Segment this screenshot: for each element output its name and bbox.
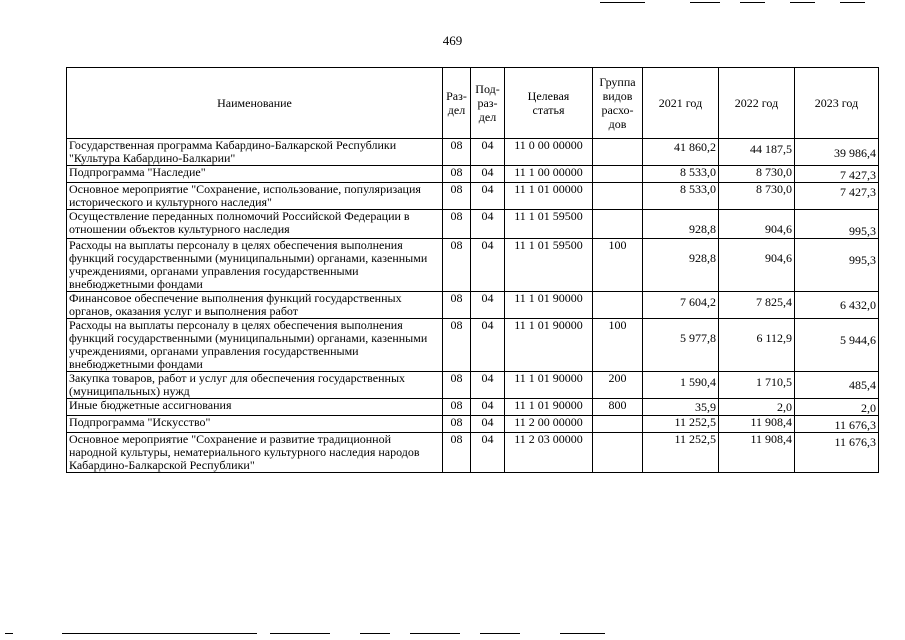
row-subsection: 04: [471, 416, 505, 433]
row-section: 08: [443, 139, 471, 166]
row-section: 08: [443, 166, 471, 183]
row-name: Подпрограмма "Наследие": [67, 166, 443, 183]
row-target: 11 1 01 90000: [505, 292, 593, 319]
row-section: 08: [443, 292, 471, 319]
row-2021: 928,8: [643, 210, 719, 239]
row-subsection: 04: [471, 433, 505, 473]
budget-table: [66, 67, 879, 473]
row-2023: 2,0: [795, 399, 879, 416]
row-2023: 995,3: [795, 239, 879, 292]
row-2021: 8 533,0: [643, 166, 719, 183]
row-group: 800: [593, 399, 643, 416]
row-name: Основное мероприятие "Сохранение и развитие традиционной народной культуры, нематериального культурного наследия народов Кабардино-Балкарской Республики": [67, 433, 443, 473]
row-2022: 2,0: [719, 399, 795, 416]
row-subsection: 04: [471, 292, 505, 319]
row-group: 200: [593, 372, 643, 399]
row-name: Государственная программа Кабардино-Балкарской Республики "Культура Кабардино-Балкарии": [67, 139, 443, 166]
scan-line-top-5: [840, 2, 865, 3]
row-section: 08: [443, 399, 471, 416]
row-2022: 8 730,0: [719, 166, 795, 183]
table-row: [67, 139, 879, 166]
row-target: 11 2 03 00000: [505, 433, 593, 473]
scan-line-bottom-4: [360, 633, 390, 634]
row-section: 08: [443, 433, 471, 473]
row-target: 11 1 01 90000: [505, 372, 593, 399]
row-subsection: 04: [471, 239, 505, 292]
table-row: [67, 239, 879, 292]
row-2021: 5 977,8: [643, 319, 719, 372]
row-2021: 11 252,5: [643, 416, 719, 433]
row-group: [593, 183, 643, 210]
row-subsection: 04: [471, 399, 505, 416]
scan-line-top-1: [600, 2, 645, 3]
row-section: 08: [443, 372, 471, 399]
row-2023: 11 676,3: [795, 433, 879, 473]
row-2023: 39 986,4: [795, 139, 879, 166]
row-2023: 7 427,3: [795, 166, 879, 183]
row-section: 08: [443, 239, 471, 292]
row-group: [593, 210, 643, 239]
header-target: Целевая статья: [505, 68, 593, 139]
row-name: Иные бюджетные ассигнования: [67, 399, 443, 416]
row-2022: 7 825,4: [719, 292, 795, 319]
table-row: [67, 166, 879, 183]
table-row: [67, 319, 879, 372]
table-row: [67, 292, 879, 319]
row-target: 11 1 01 90000: [505, 399, 593, 416]
header-section: Раз- дел: [443, 68, 471, 139]
row-2022: 904,6: [719, 210, 795, 239]
scan-line-bottom-7: [560, 633, 605, 634]
row-target: 11 1 01 59500: [505, 210, 593, 239]
row-group: [593, 416, 643, 433]
row-subsection: 04: [471, 166, 505, 183]
row-2021: 11 252,5: [643, 433, 719, 473]
row-2021: 928,8: [643, 239, 719, 292]
row-target: 11 1 01 59500: [505, 239, 593, 292]
row-name: Финансовое обеспечение выполнения функций государственных органов, оказания услуг и выполнения работ: [67, 292, 443, 319]
row-group: [593, 433, 643, 473]
row-subsection: 04: [471, 210, 505, 239]
row-2023: 995,3: [795, 210, 879, 239]
row-2023: 11 676,3: [795, 416, 879, 433]
row-name: Осуществление переданных полномочий Российской Федерации в отношении объектов культурного наследия: [67, 210, 443, 239]
table-row: [67, 183, 879, 210]
scan-line-top-4: [790, 2, 815, 3]
header-group: Группа видов расхо- дов: [593, 68, 643, 139]
row-section: 08: [443, 319, 471, 372]
row-2022: 8 730,0: [719, 183, 795, 210]
header-2022: 2022 год: [719, 68, 795, 139]
row-group: 100: [593, 319, 643, 372]
table-row: [67, 372, 879, 399]
row-2022: 904,6: [719, 239, 795, 292]
page-number: 469: [442, 33, 463, 48]
row-2021: 35,9: [643, 399, 719, 416]
header-subsection: Под- раз- дел: [471, 68, 505, 139]
row-2022: 11 908,4: [719, 433, 795, 473]
table-row: [67, 433, 879, 473]
scan-line-bottom-2: [62, 633, 257, 634]
row-subsection: 04: [471, 139, 505, 166]
row-2022: 44 187,5: [719, 139, 795, 166]
row-2023: 5 944,6: [795, 319, 879, 372]
row-subsection: 04: [471, 372, 505, 399]
row-name: Расходы на выплаты персоналу в целях обеспечения выполнения функций государственными (муниципальными) органами, казенными учреждениями, органами управления государственными внебюджетными фондами: [67, 239, 443, 292]
row-name: Основное мероприятие "Сохранение, использование, популяризация исторического и культурного наследия": [67, 183, 443, 210]
row-name: Закупка товаров, работ и услуг для обеспечения государственных (муниципальных) нужд: [67, 372, 443, 399]
row-2022: 6 112,9: [719, 319, 795, 372]
row-2023: 7 427,3: [795, 183, 879, 210]
row-2021: 41 860,2: [643, 139, 719, 166]
row-section: 08: [443, 210, 471, 239]
scan-line-bottom-6: [480, 633, 520, 634]
header-2023: 2023 год: [795, 68, 879, 139]
row-subsection: 04: [471, 183, 505, 210]
row-2021: 7 604,2: [643, 292, 719, 319]
row-target: 11 1 01 00000: [505, 183, 593, 210]
row-name: Расходы на выплаты персоналу в целях обеспечения выполнения функций государственными (муниципальными) органами, казенными учреждениями, органами управления государственными внебюджетными фондами: [67, 319, 443, 372]
row-2022: 1 710,5: [719, 372, 795, 399]
scan-line-bottom-1: [5, 633, 13, 634]
row-group: 100: [593, 239, 643, 292]
scan-line-top-2: [690, 2, 720, 3]
scan-line-bottom-3: [270, 633, 330, 634]
row-2021: 1 590,4: [643, 372, 719, 399]
row-name: Подпрограмма "Искусство": [67, 416, 443, 433]
row-group: [593, 139, 643, 166]
table-row: [67, 210, 879, 239]
header-name: Наименование: [67, 68, 443, 139]
row-2022: 11 908,4: [719, 416, 795, 433]
row-section: 08: [443, 416, 471, 433]
row-group: [593, 292, 643, 319]
row-section: 08: [443, 183, 471, 210]
row-2023: 485,4: [795, 372, 879, 399]
row-target: 11 0 00 00000: [505, 139, 593, 166]
scan-line-bottom-5: [410, 633, 460, 634]
row-group: [593, 166, 643, 183]
scan-line-top-3: [740, 2, 765, 3]
table-row: [67, 399, 879, 416]
table-row: [67, 416, 879, 433]
table-header-row: [67, 68, 879, 139]
row-subsection: 04: [471, 319, 505, 372]
row-target: 11 2 00 00000: [505, 416, 593, 433]
row-target: 11 1 00 00000: [505, 166, 593, 183]
header-2021: 2021 год: [643, 68, 719, 139]
row-2023: 6 432,0: [795, 292, 879, 319]
row-target: 11 1 01 90000: [505, 319, 593, 372]
row-2021: 8 533,0: [643, 183, 719, 210]
